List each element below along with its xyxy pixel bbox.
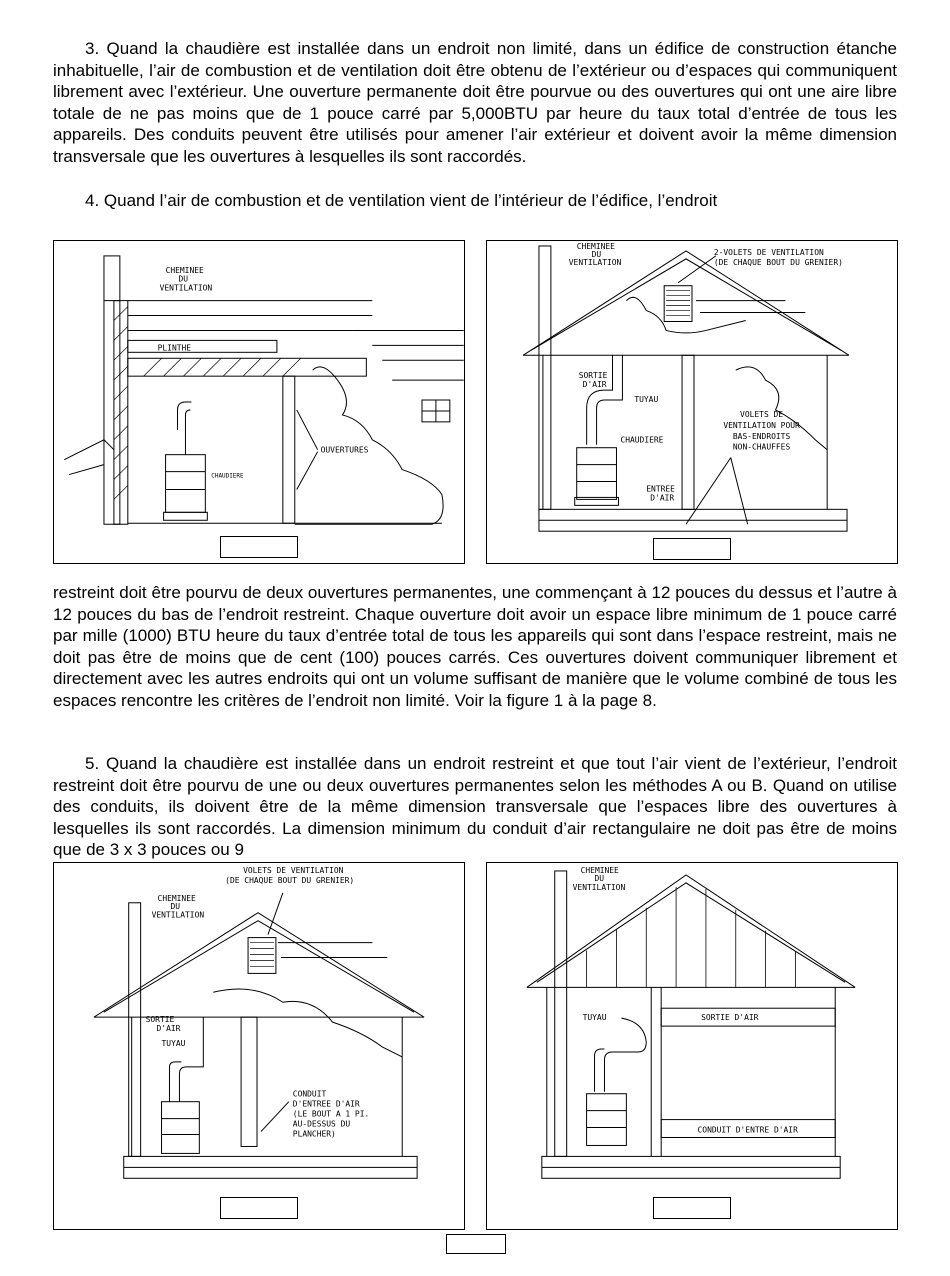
figure-c-drawing: [54, 863, 464, 1229]
figure-a-drawing: [54, 241, 464, 563]
svg-text:AU-DESSUS DU: AU-DESSUS DU: [292, 1119, 351, 1129]
svg-text:(DE CHAQUE BOUT DU GRENIER): (DE CHAQUE BOUT DU GRENIER): [225, 875, 355, 885]
svg-text:D'AIR: D'AIR: [582, 380, 607, 390]
fig-c-pipe-label: TUYAU: [161, 1039, 186, 1048]
svg-text:VENTILATION: VENTILATION: [568, 257, 622, 267]
svg-text:DU: DU: [591, 249, 602, 259]
figure-b-drawing: [487, 241, 897, 563]
figure-a-caption-box: [220, 536, 298, 558]
fig-d-pipe-label: TUYAU: [582, 1013, 607, 1023]
svg-text:VENTILATION: VENTILATION: [159, 283, 213, 293]
svg-text:VENTILATION POUR: VENTILATION POUR: [723, 420, 800, 430]
figure-b-caption-box: [653, 538, 731, 560]
fig-a-plinth-label: PLINTHE: [157, 343, 192, 353]
fig-b-air-out-label: SORTIE: [578, 371, 608, 381]
fig-d-duct-label: CONDUIT D'ENTRE D'AIR: [697, 1125, 798, 1135]
paragraph-4-start: 4. Quand l’air de combustion et de ventilation vient de l’intérieur de l’édifice, l’endroit: [85, 191, 718, 210]
figure-c-caption-box: [220, 1197, 298, 1219]
fig-b-air-in-label: ENTREE: [646, 484, 675, 494]
svg-text:VENTILATION: VENTILATION: [151, 910, 205, 920]
paragraph-5: 5. Quand la chaudière est installée dans un endroit restreint et que tout l’air vient de l’extérieur, l’endroit restreint doit être pourvu de une ou deux ouvertures permanentes selon les méthodes A ou B. Quand on utilise des conduits, ils doivent être de la même dimension transversale que l’espaces libre des ouvertures à lesquelles ils sont raccordés. La dimension minimum du conduit d’air rectangulaire ne doit pas être de moins que de 3 x 3 pouces ou 9: [53, 754, 897, 859]
fig-b-pipe-label: TUYAU: [634, 395, 659, 404]
fig-a-chimney-label: CHEMINEE: [165, 265, 204, 275]
figure-outdoor-air-via-attic: [53, 862, 465, 1230]
svg-text:DU: DU: [594, 873, 605, 883]
fig-b-crawl-label: VOLETS DE: [740, 409, 784, 419]
figure-d-drawing: [487, 863, 897, 1229]
svg-text:PLANCHER): PLANCHER): [292, 1129, 336, 1139]
figure-unrestricted-indoor-openings: [53, 240, 465, 564]
paragraph-4-continued: restreint doit être pourvu de deux ouvertures permanentes, une commençant à 12 pouces du dessus et l’autre à 12 pouces du bas de l’endroit restreint. Chaque ouverture doit avoir un espace libre minimum de 1 pouce carré par mille (1000) BTU heure du taux d’entrée total de tous les appareils qui sont dans l’espace restreint, mais ne doit pas être de moins que de cent (100) pouces carrés. Ces ouvertures doivent communiquer librement et directement avec les autres endroits qui ont un volume suffisant de manière que le volume combiné de tous les espaces rencontre les critères de l’endroit non limité. Voir la figure 1 à la page 8.: [53, 583, 897, 710]
svg-text:D'AIR: D'AIR: [650, 493, 675, 503]
fig-c-air-out-label: SORTIE: [145, 1015, 175, 1025]
fig-b-boiler-label: CHAUDIERE: [620, 435, 664, 445]
svg-text:BAS-ENDROITS: BAS-ENDROITS: [732, 431, 791, 441]
fig-a-boiler-label: CHAUDIERE: [211, 472, 244, 480]
page-number-box: [446, 1234, 506, 1254]
svg-text:D'ENTREE D'AIR: D'ENTREE D'AIR: [292, 1099, 360, 1109]
svg-text:D'AIR: D'AIR: [156, 1024, 181, 1034]
svg-text:DU: DU: [178, 274, 189, 284]
figure-outdoor-air-two-ducts: [486, 862, 898, 1230]
svg-text:NON-CHAUFFES: NON-CHAUFFES: [732, 442, 791, 452]
fig-c-louvers-label: VOLETS DE VENTILATION: [243, 865, 344, 875]
figure-crawlspace-attic-ventilation: [486, 240, 898, 564]
fig-d-air-out-label: SORTIE D'AIR: [701, 1013, 759, 1023]
fig-c-chimney-label: CHEMINEE: [157, 893, 196, 903]
figure-d-caption-box: [653, 1197, 731, 1219]
svg-text:(DE CHAQUE BOUT DU GRENIER): (DE CHAQUE BOUT DU GRENIER): [713, 257, 843, 267]
svg-text:DU: DU: [170, 901, 181, 911]
fig-d-chimney-label: CHEMINEE: [580, 865, 619, 875]
fig-c-duct-label: CONDUIT: [292, 1089, 327, 1099]
fig-b-louvers-label: 2-VOLETS DE VENTILATION: [713, 247, 824, 257]
fig-a-openings-label: OUVERTURES: [320, 445, 369, 455]
svg-text:VENTILATION: VENTILATION: [572, 882, 626, 892]
svg-text:(LE BOUT A 1 PI.: (LE BOUT A 1 PI.: [292, 1109, 370, 1119]
fig-b-chimney-label: CHEMINEE: [576, 241, 615, 251]
paragraph-3: 3. Quand la chaudière est installée dans un endroit non limité, dans un édifice de construction étanche inhabituelle, l’air de combustion et de ventilation doit être obtenu de l’extérieur ou d’espaces qui communiquent librement avec l’extérieur. Une ouverture permanente doit être pourvue ou des ouvertures qui ont une aire libre totale de ne pas moins que de 1 pouce carré par 5,000BTU par heure du taux total d’entrée de tous les appareils. Des conduits peuvent être utilisés pour amener l’air extérieur et doivent avoir la même dimension transversale que les ouvertures à lesquelles ils sont raccordés.: [53, 39, 897, 166]
